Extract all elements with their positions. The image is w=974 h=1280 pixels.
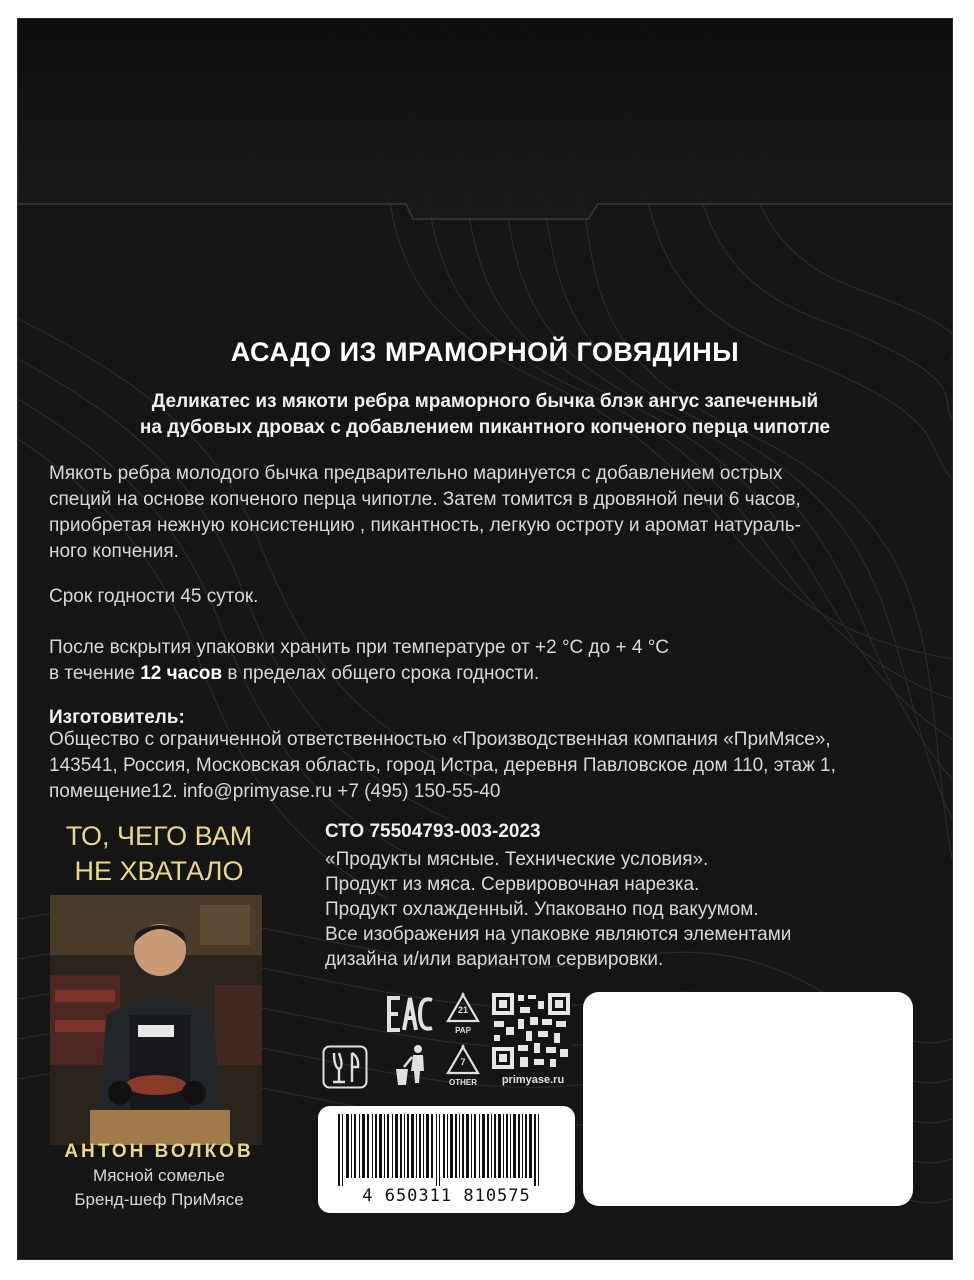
product-title: АСАДО ИЗ МРАМОРНОЙ ГОВЯДИНЫ (230, 337, 740, 367)
recycle-pap-icon (443, 992, 483, 1035)
shelf-life: Срок годности 45 суток. (49, 586, 259, 607)
product-description (49, 461, 929, 565)
manufacturer-label: Изготовитель: (49, 707, 185, 728)
eac-mark-icon (386, 994, 436, 1034)
website: primyase.ru (501, 1074, 565, 1086)
subtitle-line: Деликатес из мякоти ребра мраморного бычка блэк ангус запеченный (151, 391, 819, 412)
standard-code: СТО 75504793-003-2023 (325, 821, 541, 842)
price-label-area (583, 992, 913, 1206)
other-number: 7 (460, 1057, 466, 1067)
product-subtitle (78, 389, 892, 441)
slogan-line: НЕ ХВАТАЛО (74, 856, 244, 886)
description-line: специй на основе копченого перца чипотле. Затем томится в дровяной печи 6 часов, (49, 489, 801, 510)
chef-photo (50, 895, 262, 1145)
food-safe-icon (322, 1045, 368, 1089)
storage-line: После вскрытия упаковки хранить при температуре от +2 °C до + 4 °C (49, 637, 670, 658)
storage-hours: 12 часов (140, 663, 223, 684)
storage-conditions (49, 635, 929, 687)
description-line: Мякоть ребра молодого бычка предварительно маринуется с добавлением острых (49, 463, 783, 484)
pap-label: PAP (455, 1026, 471, 1035)
chef-name: АНТОН ВОЛКОВ (64, 1141, 254, 1162)
manufacturer-address (49, 727, 929, 805)
description-line: ного копчения. (49, 541, 179, 562)
recycle-other-icon (443, 1044, 483, 1087)
spec-line: Продукт из мяса. Сервировочная нарезка. (325, 874, 700, 895)
storage-prefix: в течение (49, 663, 141, 684)
storage-line (49, 661, 929, 687)
spec-line: «Продукты мясные. Технические условия». (325, 849, 709, 870)
subtitle-line: на дубовых дровах с добавлением пикантного копченого перца чипотле (139, 417, 831, 438)
storage-suffix: в пределах общего срока годности. (222, 663, 540, 684)
barcode-bars (318, 1106, 575, 1186)
description-line: приобретая нежную консистенцию , пикантность, легкую остроту и аромат натураль- (49, 515, 801, 536)
barcode-digits: 4 650311 810575 (362, 1186, 531, 1206)
spec-line: Продукт охлажденный. Упаковано под вакуумом. (325, 899, 759, 920)
manufacturer-line: Общество с ограниченной ответственностью «Производственная компания «ПриМясе», (49, 729, 831, 750)
manufacturer-line: 143541, Россия, Московская область, город Истра, деревня Павловское дом 110, этаж 1, (49, 755, 836, 776)
standard-specs (325, 847, 925, 972)
other-label: OTHER (449, 1078, 477, 1087)
spec-line: дизайна и/или вариантом сервировки. (325, 949, 664, 970)
manufacturer-line: помещение12. info@primyase.ru +7 (495) 150-55-40 (49, 781, 501, 802)
tidyman-icon (394, 1043, 434, 1087)
chef-role: Мясной сомелье (93, 1166, 225, 1185)
pap-number: 21 (457, 1005, 468, 1015)
slogan (44, 819, 274, 889)
package-back (17, 18, 953, 1260)
barcode (318, 1106, 575, 1213)
qr-code-icon (490, 991, 572, 1071)
spec-line: Все изображения на упаковке являются элементами (325, 924, 792, 945)
slogan-line: ТО, ЧЕГО ВАМ (65, 821, 253, 851)
chef-role: Бренд-шеф ПриМясе (74, 1190, 244, 1209)
